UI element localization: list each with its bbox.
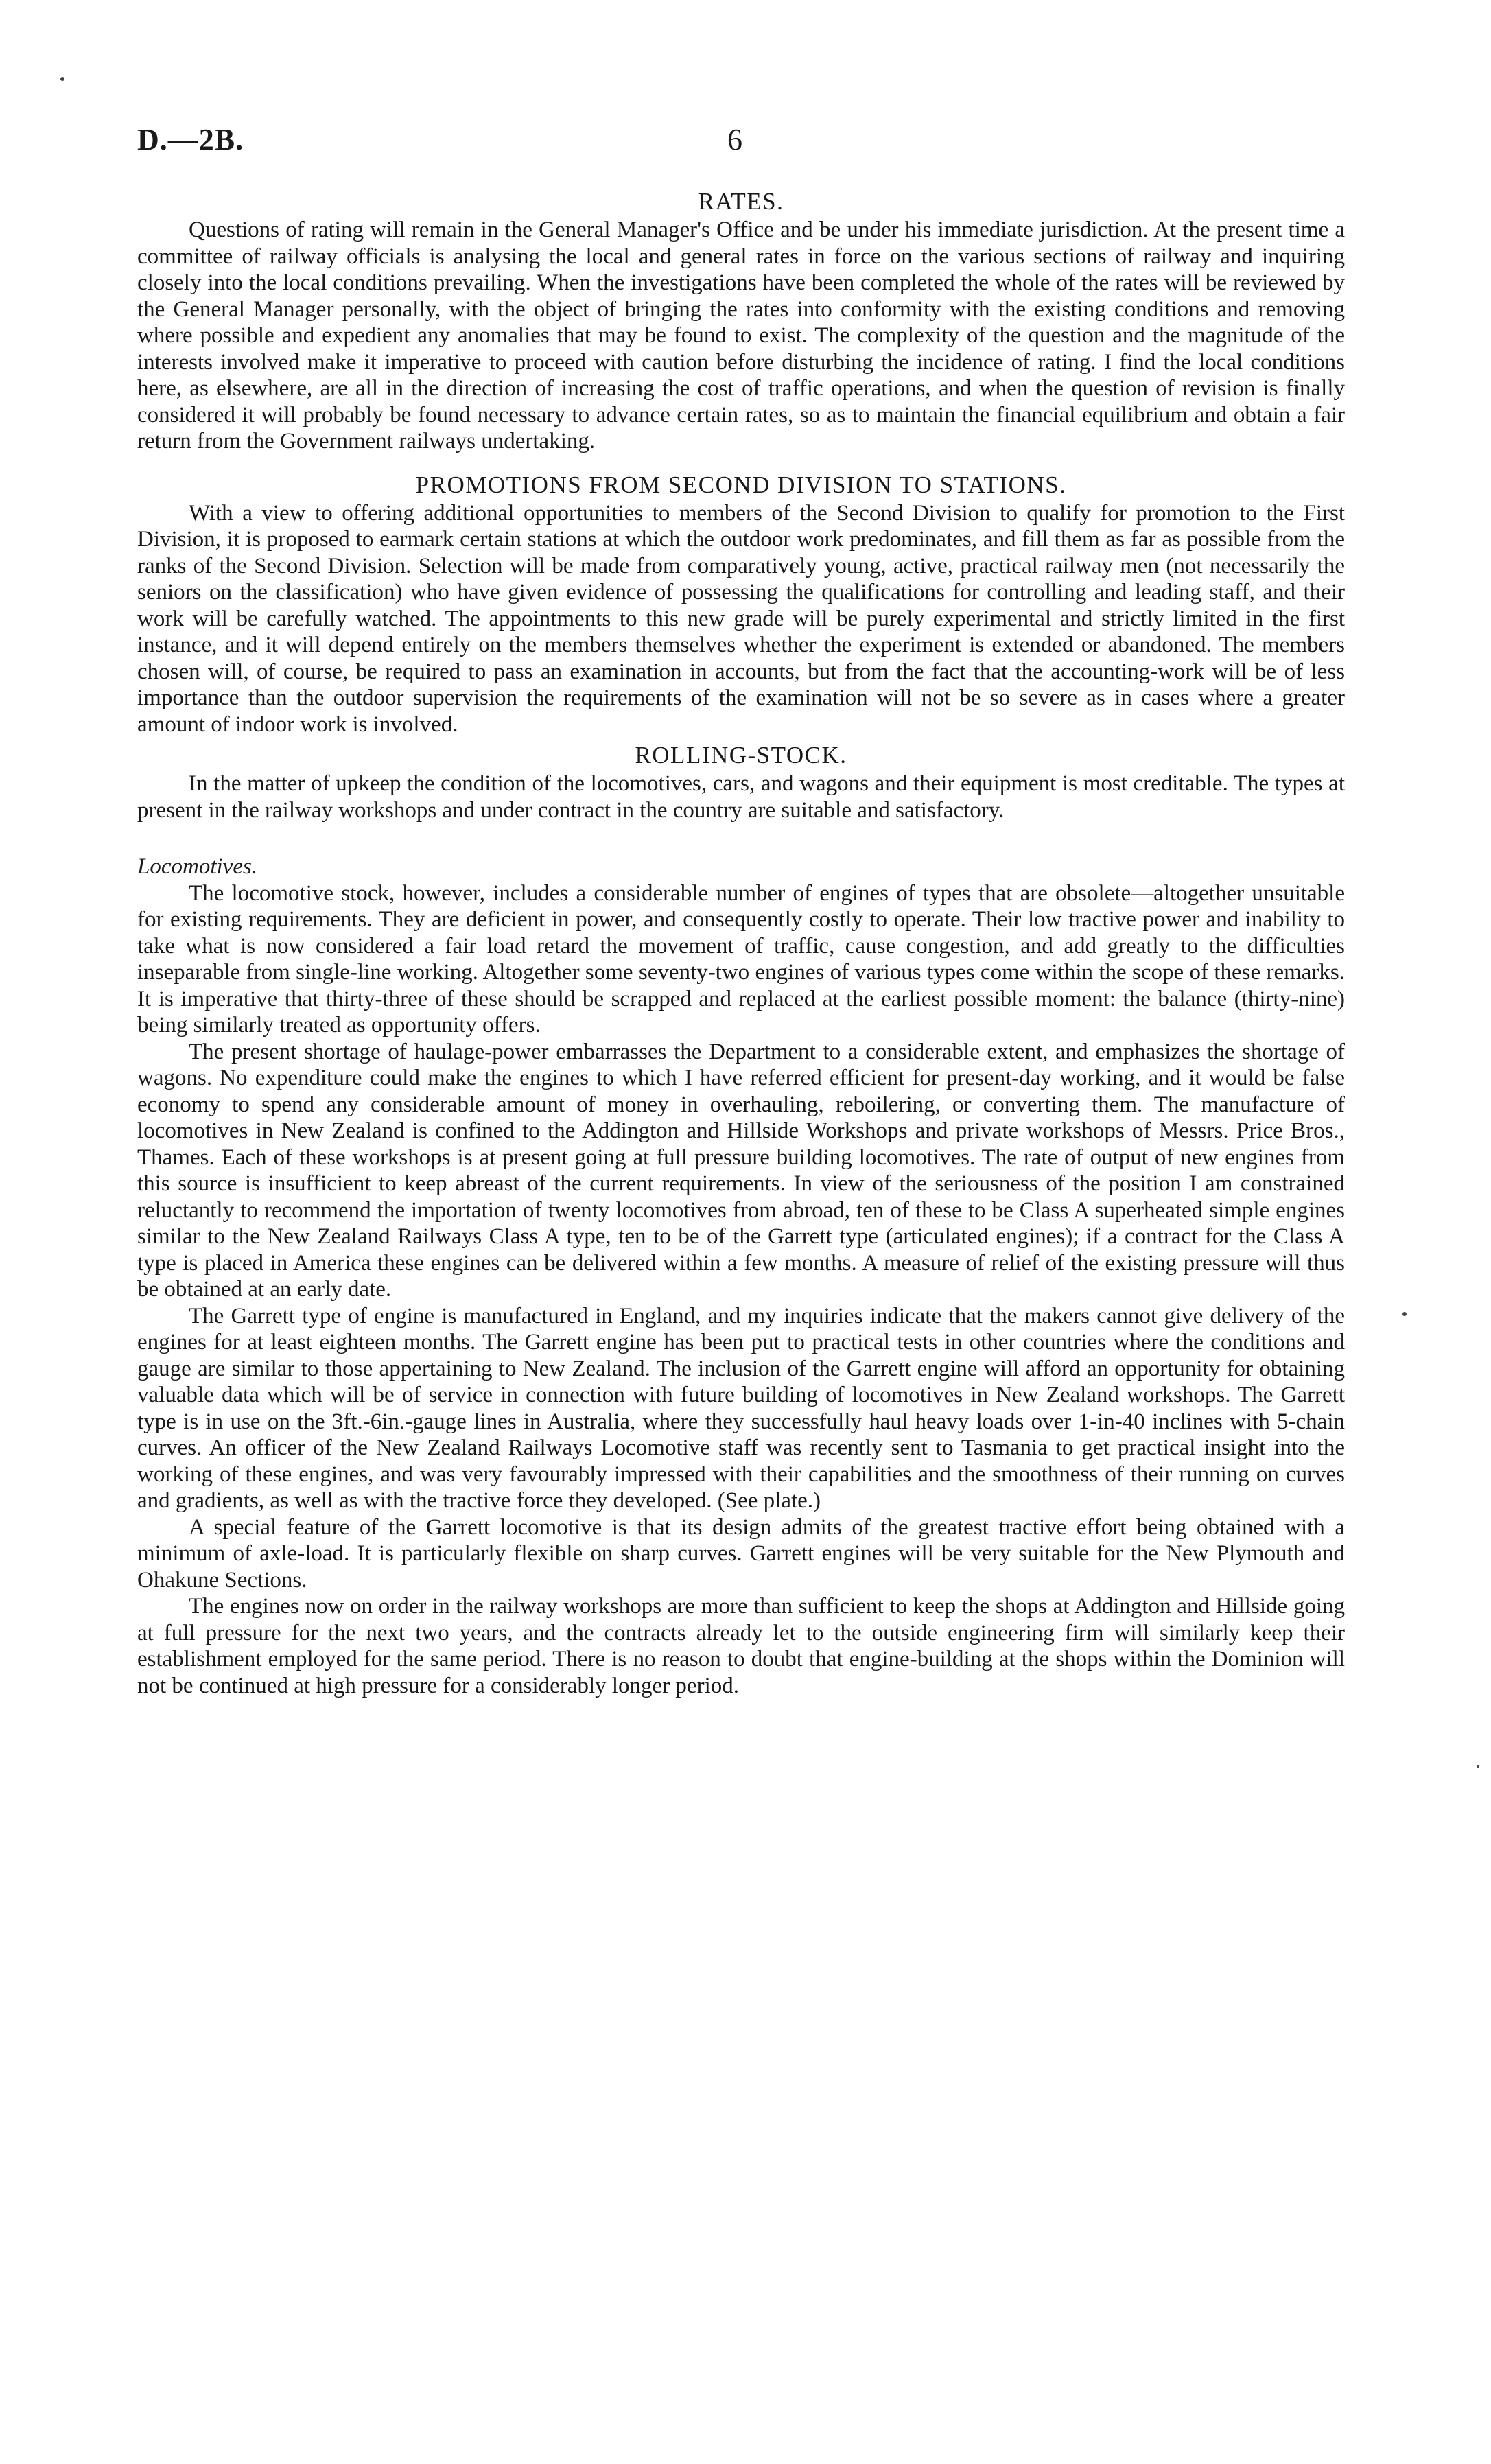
scan-mark [60,77,64,81]
section-rates [137,187,1345,455]
paragraph: In the matter of upkeep the condition of the locomotives, cars, and wagons and their equipment is most creditable. The types at present in the railway workshops and under contract in the country are suitable and satisfactory. [137,771,1345,823]
paragraph: With a view to offering additional opportunities to members of the Second Division to qualify for promotion to the First Division, it is proposed to earmark certain stations at which the outdoor work predominates, and fill them as far as possible from the ranks of the Second Division. Selection will be made from comparatively young, active, practical railway men (not necessarily the seniors on the classification) who have given evidence of possessing the qualifications for controlling and leading staff, and their work will be carefully watched. The appointments to this new grade will be purely experimental and strictly limited in the first instance, and it will depend entirely on the members themselves whether the experiment is extended or abandoned. The members chosen will, of course, be required to pass an examination in accounts, but from the fact that the accounting-work will be of less importance than the outdoor supervision the requirements of the examination will not be so severe as in cases where a greater amount of indoor work is involved. [137,500,1345,737]
paragraph: A special feature of the Garrett locomotive is that its design admits of the greatest tractive effort being obtained with a minimum of axle-load. It is particularly flexible on sharp curves. Garrett engines will be very suitable for the New Plymouth and Ohakune Sections. [137,1514,1345,1593]
section-rolling-stock [137,740,1345,1699]
paragraph: The Garrett type of engine is manufactured in England, and my inquiries indicate that the makers cannot give delivery of the engines for at least eighteen months. The Garrett engine has been put to practical tests in other countries where the conditions and gauge are similar to those appertaining to New Zealand. The inclusion of the Garrett engine will afford an opportunity for obtaining valuable data which will be of service in connection with future building of locomotives in New Zealand workshops. The Garrett type is in use on the 3ft.-6in.-gauge lines in Australia, where they successfully haul heavy loads over 1-in-40 inclines with 5-chain curves. An officer of the New Zealand Railways Locomotive staff was recently sent to Tasmania to get practical insight into the working of these engines, and was very favourably impressed with their capabilities and the smoothness of their running on curves and gradients, as well as with the tractive force they developed. (See plate.) [137,1303,1345,1513]
scan-mark [1402,1312,1407,1316]
paragraph: The present shortage of haulage-power embarrasses the Department to a considerable extent, and emphasizes the shortage of wagons. No expenditure could make the engines to which I have referred efficient for present-day working, and it would be false economy to spend any considerable amount of money in overhauling, reboilering, or converting them. The manufacture of locomotives in New Zealand is confined to the Addington and Hillside Workshops and private workshops of Messrs. Price Bros., Thames. Each of these workshops is at present going at full pressure building locomotives. The rate of output of new engines from this source is insufficient to keep abreast of the current requirements. In view of the seriousness of the position I am constrained reluctantly to recommend the importation of twenty locomotives from abroad, ten of these to be Class A superheated simple engines similar to the New Zealand Railways Class A type, ten to be of the Garrett type (articulated engines); if a contract for the Class A type is placed in America these engines can be delivered within a few months. A measure of relief of the existing pressure will thus be obtained at an early date. [137,1039,1345,1302]
section-heading-rolling-stock: ROLLING-STOCK. [635,742,847,768]
paragraph: Questions of rating will remain in the General Manager's Office and be under his immediate jurisdiction. At the present time a committee of railway officials is analysing the local and general rates in force on the various sections of railway and inquiring closely into the local conditions prevailing. When the investigations have been completed the whole of the rates will be reviewed by the General Manager personally, with the object of bringing the rates into conformity with the existing conditions and removing where possible and expedient any anomalies that may be found to exist. The complexity of the question and the magnitude of the interests involved make it imperative to proceed with caution before disturbing the incidence of rating. I find the local conditions here, as elsewhere, are all in the direction of increasing the cost of traffic operations, and when the question of revision is finally considered it will probably be found necessary to advance certain rates, so as to maintain the financial equilibrium and obtain a fair return from the Government railways undertaking. [137,218,1345,454]
page-number: 6 [727,123,742,156]
section-promotions [137,470,1345,738]
section-heading-promotions: PROMOTIONS FROM SECOND DIVISION TO STATIONS. [415,471,1067,498]
paragraph: The engines now on order in the railway workshops are more than sufficient to keep the shops at Addington and Hillside going at full pressure for the next two years, and the contracts already let to the outside engineering firm will similarly keep their establishment employed for the same period. There is no reason to doubt that engine-building at the shops within the Dominion will not be continued at high pressure for a considerably longer period. [137,1594,1345,1698]
body-text [137,187,1345,1699]
paragraph: The locomotive stock, however, includes a considerable number of engines of types that are obsolete—altogether unsuitable for existing requirements. They are deficient in power, and consequently costly to operate. Their low tractive power and inability to take what is now considered a fair load retard the movement of traffic, cause congestion, and add greatly to the difficulties inseparable from single-line working. Altogether some seventy-two engines of various types come within the scope of these remarks. It is imperative that thirty-three of these should be scrapped and replaced at the earliest possible moment: the balance (thirty-nine) being similarly treated as opportunity offers. [137,880,1345,1037]
page-header [137,122,1345,163]
section-heading-rates: RATES. [698,188,784,215]
document-id: D.—2B. [137,123,244,156]
subheading-locomotives: Locomotives. [137,854,258,879]
scan-mark [1477,1765,1479,1768]
